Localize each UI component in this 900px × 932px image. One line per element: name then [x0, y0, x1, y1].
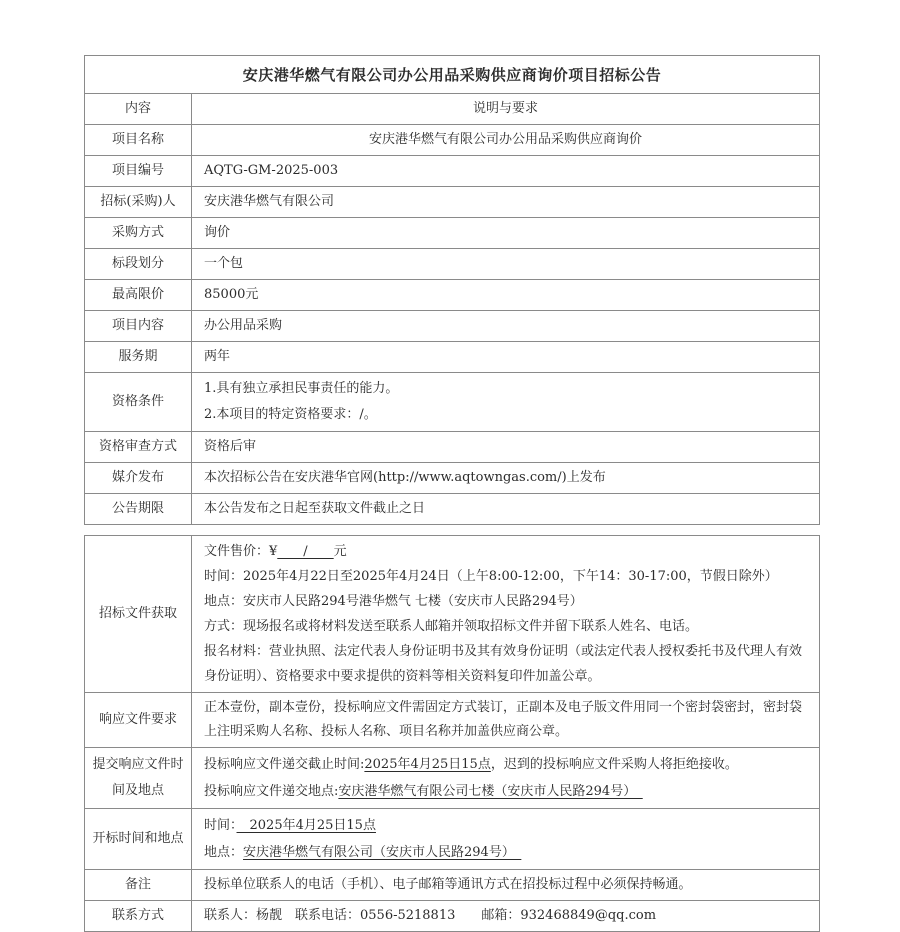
response-requirements-label: 响应文件要求 [98, 712, 177, 727]
project-name-value: 安庆港华燃气有限公司办公用品采购供应商询价 [191, 125, 819, 155]
acquisition-materials-line: 报名材料：营业执照、法定代表人身份证明书及其有效身份证明（或法定代表人授权委托书及代理人有效身份证明）、资格要求中要求提供的资料等相关资料复印件加盖公章。 [204, 644, 803, 684]
document-title: 安庆港华燃气有限公司办公用品采购供应商询价项目招标公告 [242, 66, 662, 84]
bid-opening-time-line [204, 812, 807, 839]
project-name-label: 项目名称 [111, 132, 164, 147]
document-price-suffix: 元 [333, 544, 347, 559]
submission-place-address: 安庆港华燃气有限公司七楼（安庆市人民路294号） [338, 784, 643, 799]
submission-deadline-line [204, 751, 807, 778]
row-response-requirements [85, 692, 819, 747]
announcement-table [84, 55, 820, 525]
remark-label: 备注 [124, 877, 151, 892]
header-requirements-label: 说明与要求 [191, 94, 819, 124]
qualification-review-label: 资格审查方式 [98, 439, 177, 454]
row-contact [85, 900, 819, 931]
remark-value: 投标单位联系人的电话（手机）、电子邮箱等通讯方式在招投标过程中必须保持畅通。 [191, 870, 819, 900]
service-period-value: 两年 [191, 342, 819, 372]
row-document-acquisition [85, 536, 819, 692]
project-number-value: AQTG-GM-2025-003 [191, 156, 819, 186]
bid-opening-value [191, 809, 819, 869]
project-content-value: 办公用品采购 [191, 311, 819, 341]
qualification-line-1: 1.具有独立承担民事责任的能力。 [204, 381, 399, 396]
purchaser-value: 安庆港华燃气有限公司 [191, 187, 819, 217]
qualification-label: 资格条件 [111, 394, 164, 409]
procurement-method-value: 询价 [191, 218, 819, 248]
lot-division-value: 一个包 [191, 249, 819, 279]
bid-opening-place-prefix: 地点： [204, 845, 244, 860]
header-row [85, 93, 819, 124]
acquisition-location-line: 地点：安庆市人民路294号港华燃气 七楼（安庆市人民路294号） [204, 594, 583, 609]
submission-value [191, 748, 819, 808]
tender-announcement-document [84, 55, 820, 932]
document-price-prefix: 文件售价：¥ [204, 544, 278, 559]
row-announcement-period [85, 493, 819, 524]
price-ceiling-value: 85000元 [191, 280, 819, 310]
row-project-number [85, 155, 819, 186]
submission-place-prefix: 投标响应文件递交地点: [204, 784, 339, 799]
purchaser-label: 招标(采购)人 [100, 194, 176, 209]
qualification-review-value: 资格后审 [191, 432, 819, 462]
contact-value: 联系人：杨靓 联系电话：0556-5218813 邮箱：932468849@qq.com [191, 901, 819, 931]
response-requirements-value: 正本壹份，副本壹份，投标响应文件需固定方式装订，正副本及电子版文件用同一个密封袋密封，密封袋上注明采购人名称、投标人名称、项目名称并加盖供应商公章。 [191, 693, 819, 747]
bid-opening-time-prefix: 时间： [204, 818, 237, 833]
row-bid-opening [85, 808, 819, 869]
row-project-content [85, 310, 819, 341]
project-content-label: 项目内容 [111, 318, 164, 333]
media-publication-label: 媒介发布 [111, 470, 164, 485]
row-project-name [85, 124, 819, 155]
row-price-ceiling [85, 279, 819, 310]
acquisition-method-line: 方式：现场报名或将材料发送至联系人邮箱并领取招标文件并留下联系人姓名、电话。 [204, 619, 699, 634]
bid-opening-time: 2025年4月25日15点 [236, 818, 376, 833]
project-number-label: 项目编号 [111, 163, 164, 178]
service-period-label: 服务期 [118, 349, 158, 364]
contact-label: 联系方式 [111, 908, 164, 923]
row-remark [85, 869, 819, 900]
submission-deadline-date: 2025年4月25日15点 [364, 757, 491, 772]
header-content-label: 内容 [124, 101, 151, 116]
bid-opening-place: 安庆港华燃气有限公司（安庆市人民路294号） [243, 845, 522, 860]
details-table [84, 535, 820, 932]
document-price-line [204, 539, 807, 564]
document-acquisition-value [191, 536, 819, 692]
row-service-period [85, 341, 819, 372]
document-acquisition-label: 招标文件获取 [98, 606, 177, 621]
procurement-method-label: 采购方式 [111, 225, 164, 240]
submission-deadline-prefix: 投标响应文件递交截止时间: [204, 757, 365, 772]
qualification-value [191, 373, 819, 431]
row-lot-division [85, 248, 819, 279]
announcement-period-value: 本公告发布之日起至获取文件截止之日 [191, 494, 819, 524]
submission-deadline-suffix: ，迟到的投标响应文件采购人将拒绝接收。 [490, 757, 738, 772]
row-media-publication [85, 462, 819, 493]
row-purchaser [85, 186, 819, 217]
acquisition-time-line: 时间：2025年4月22日至2025年4月24日（上午8:00-12:00，下午14：30-17:00，节假日除外） [204, 569, 778, 584]
submission-place-line [204, 778, 807, 805]
title-row [85, 56, 819, 93]
price-ceiling-label: 最高限价 [111, 287, 164, 302]
submission-label: 提交响应文件时间及地点 [92, 757, 184, 798]
bid-opening-label: 开标时间和地点 [92, 831, 184, 846]
row-procurement-method [85, 217, 819, 248]
media-publication-value: 本次招标公告在安庆港华官网(http://www.aqtowngas.com/)上发布 [191, 463, 819, 493]
bid-opening-place-line [204, 839, 807, 866]
row-qualification-review [85, 431, 819, 462]
row-qualification [85, 372, 819, 431]
document-price-blank: / [277, 544, 334, 559]
row-submission [85, 747, 819, 808]
announcement-period-label: 公告期限 [111, 501, 164, 516]
qualification-line-2: 2.本项目的特定资格要求：/。 [204, 407, 377, 422]
lot-division-label: 标段划分 [111, 256, 164, 271]
